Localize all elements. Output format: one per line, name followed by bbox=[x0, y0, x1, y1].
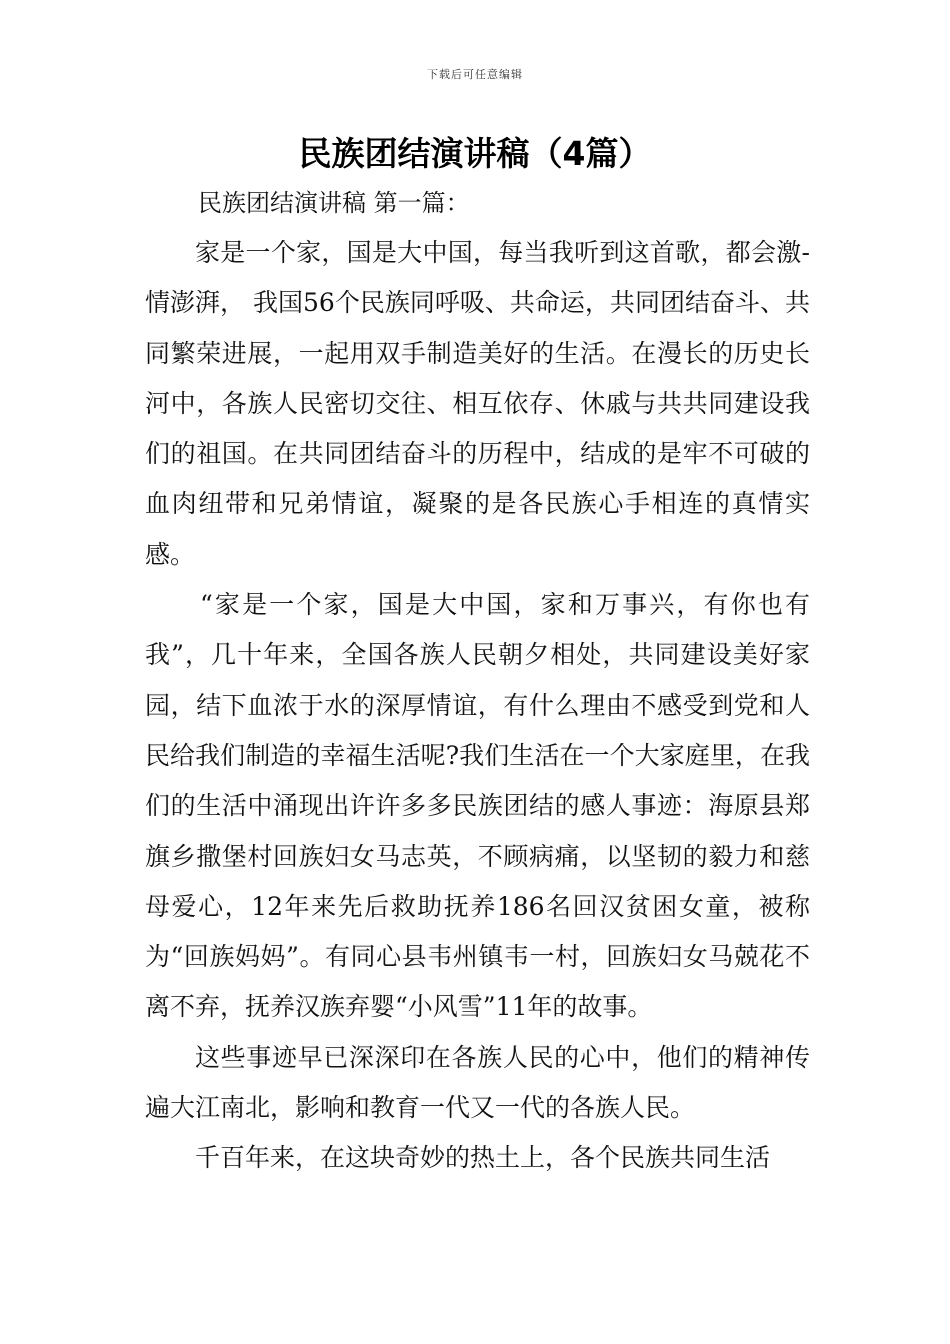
document-body bbox=[145, 228, 810, 1184]
document-title: 民族团结演讲稿（4篇） bbox=[298, 134, 652, 173]
paragraph-1: 家是一个家，国是大中国，每当我听到这首歌，都会激-情澎湃， 我国56个民族同呼吸、共命运，共同团结奋斗、共同繁荣进展，一起用双手制造美好的生活。在漫长的历史长河中，各族人民密切交往、相互依存、休戚与共共同建设我们的祖国。在共同团结奋斗的历程中，结成的是牢不可破的血肉纽带和兄弟情谊，凝聚的是各民族心手相连的真情实感。 bbox=[145, 238, 810, 569]
paragraph-4: 千百年来，在这块奇妙的热土上，各个民族共同生活 bbox=[195, 1143, 771, 1173]
header-note: 下载后可任意编辑 bbox=[427, 68, 523, 81]
paragraph-2: “家是一个家，国是大中国，家和万事兴，有你也有我”，几十年来，全国各族人民朝夕相处，共同建设美好家园，结下血浓于水的深厚情谊，有什么理由不感受到党和人民给我们制造的幸福生活呢?我们生活在一个大家庭里，在我们的生活中涌现出许许多多民族团结的感人事迹：海原县郑旗乡撒堡村回族妇女马志英，不顾病痛，以坚韧的毅力和慈母爱心，12年来先后救助抚养186名回汉贫困女童，被称为“回族妈妈”。有同心县韦州镇韦一村，回族妇女马兢花不离不弃，抚养汉族弃婴“小风雪”11年的故事。 bbox=[145, 590, 810, 1022]
paragraph-3: 这些事迹早已深深印在各族人民的心中，他们的精神传遍大江南北，影响和教育一代又一代的各族人民。 bbox=[145, 1042, 810, 1123]
section-subtitle: 民族团结演讲稿 第一篇： bbox=[198, 189, 470, 217]
